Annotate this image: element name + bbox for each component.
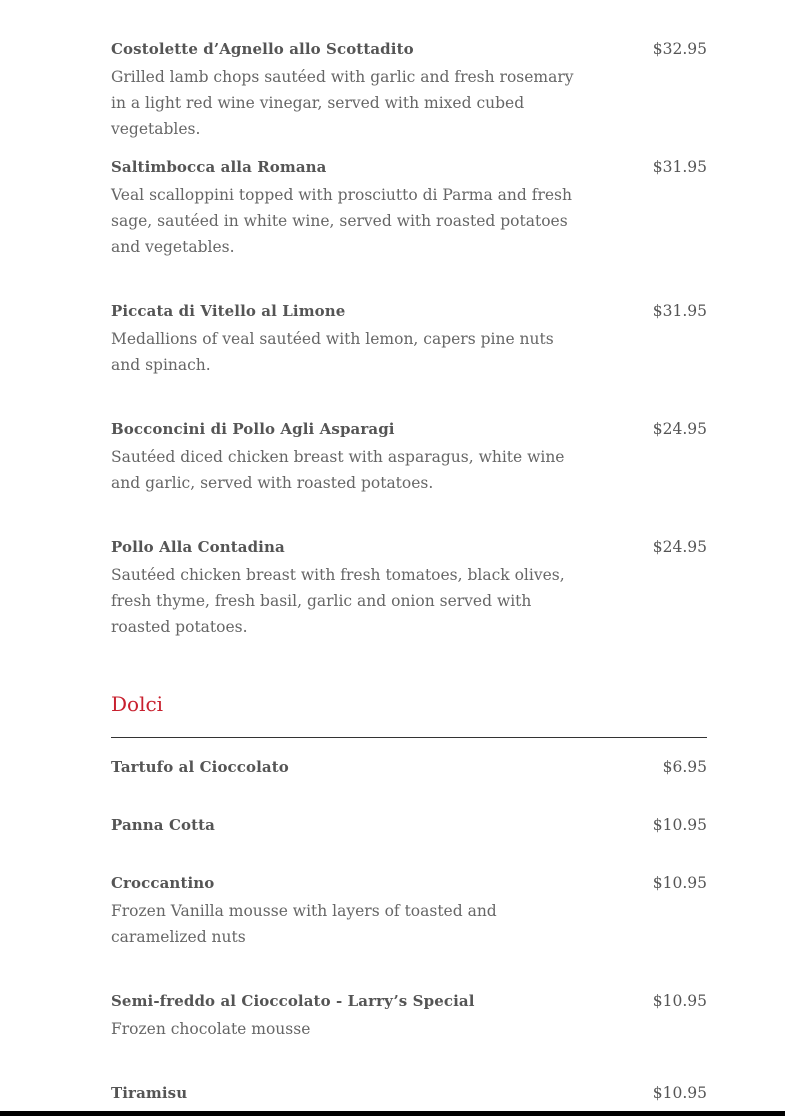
menu-item-name: Bocconcini di Pollo Agli Asparagi bbox=[111, 420, 395, 438]
bottom-edge-bar bbox=[0, 1111, 785, 1116]
menu-item-price: $32.95 bbox=[652, 40, 707, 58]
menu-item bbox=[111, 420, 707, 492]
section-title: Dolci bbox=[111, 692, 164, 716]
menu-item-description: Sautéed chicken breast with fresh tomatoes, black olives, fresh thyme, fresh basil, garlic and onion served with roasted potatoes. bbox=[111, 566, 565, 636]
menu-item-name: Croccantino bbox=[111, 874, 215, 892]
menu-item-price: $31.95 bbox=[652, 302, 707, 320]
menu-item-price: $24.95 bbox=[652, 538, 707, 556]
menu-item-name: Piccata di Vitello al Limone bbox=[111, 302, 346, 320]
menu-item-name: Tiramisu bbox=[111, 1084, 188, 1102]
menu-item-name: Saltimbocca alla Romana bbox=[111, 158, 327, 176]
menu-item-name: Semi-freddo al Cioccolato - Larry’s Special bbox=[111, 992, 475, 1010]
menu-item-price: $24.95 bbox=[652, 420, 707, 438]
menu-item bbox=[111, 816, 707, 836]
menu-item bbox=[111, 302, 707, 374]
menu-item-name: Pollo Alla Contadina bbox=[111, 538, 285, 556]
menu-item-price: $10.95 bbox=[652, 874, 707, 892]
menu-item bbox=[111, 158, 707, 256]
menu-item-name: Tartufo al Cioccolato bbox=[111, 758, 289, 776]
menu-item bbox=[111, 874, 707, 946]
section-divider bbox=[111, 737, 707, 738]
menu-item bbox=[111, 1084, 707, 1104]
menu-item-price: $10.95 bbox=[652, 816, 707, 834]
menu-item-price: $6.95 bbox=[662, 758, 707, 776]
menu-item bbox=[111, 538, 707, 636]
menu-item-description: Veal scalloppini topped with prosciutto di Parma and fresh sage, sautéed in white wine, served with roasted potatoes and vegetables. bbox=[111, 186, 572, 256]
menu-item-price: $10.95 bbox=[652, 992, 707, 1010]
menu-item-name: Panna Cotta bbox=[111, 816, 215, 834]
menu-item-price: $10.95 bbox=[652, 1084, 707, 1102]
menu-item-description: Grilled lamb chops sautéed with garlic and fresh rosemary in a light red wine vinegar, served with mixed cubed vegetables. bbox=[111, 68, 574, 138]
menu-item bbox=[111, 992, 707, 1038]
menu-item-price: $31.95 bbox=[652, 158, 707, 176]
menu-item bbox=[111, 758, 707, 778]
menu-item-name: Costolette d’Agnello allo Scottadito bbox=[111, 40, 414, 58]
menu-item-description: Frozen Vanilla mousse with layers of toasted and caramelized nuts bbox=[111, 902, 497, 946]
menu-item-description: Medallions of veal sautéed with lemon, capers pine nuts and spinach. bbox=[111, 330, 554, 374]
menu-item-description: Sautéed diced chicken breast with asparagus, white wine and garlic, served with roasted potatoes. bbox=[111, 448, 565, 492]
menu-item-description: Frozen chocolate mousse bbox=[111, 1020, 311, 1038]
menu-item bbox=[111, 40, 707, 138]
